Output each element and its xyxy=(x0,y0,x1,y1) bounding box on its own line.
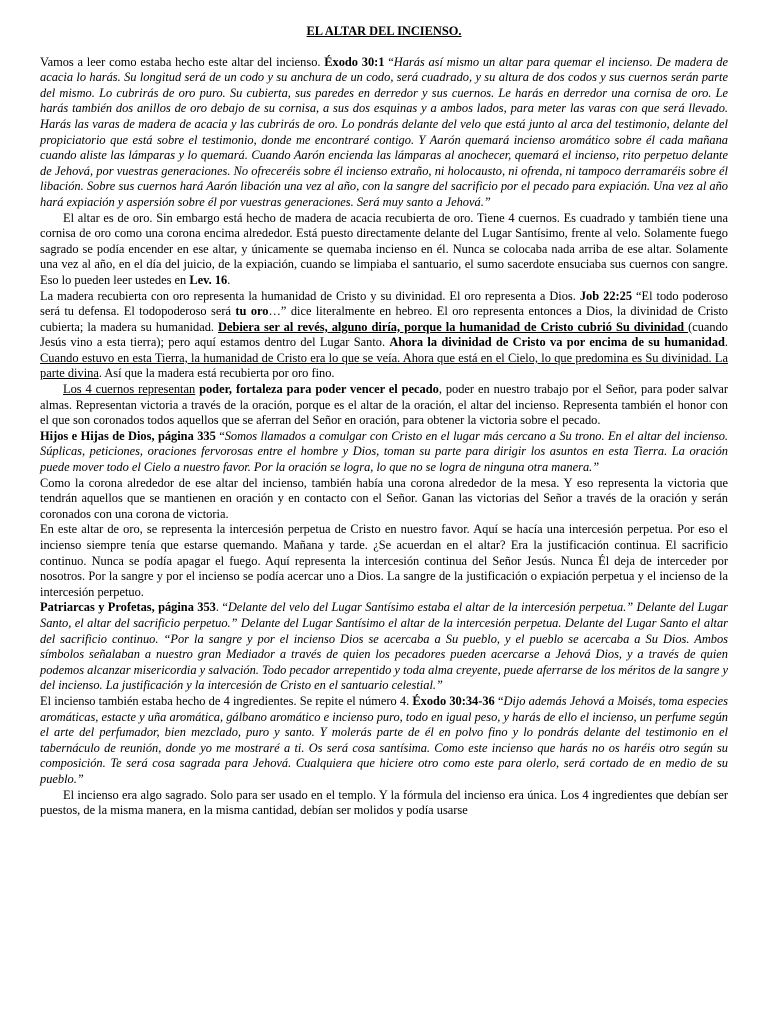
paragraph-5 xyxy=(40,429,728,476)
underlined-text: Los 4 cuernos representan xyxy=(63,382,196,397)
bold-text: Ahora la divinidad de Cristo va por encima de su humanidad xyxy=(389,335,725,350)
quote-open: “ xyxy=(494,693,504,708)
book-reference: Hijos e Hijas de Dios, página 335 xyxy=(40,428,216,443)
text: , poder en nuestro trabajo por el Señor, para poder salvar almas. Representan victoria a través de la oración, porque es el altar de la oración, el altar del incienso. Representa también el honor con el que son coronados todos aquellos que se aferran del Señor en oración, para obtener la victoria sobre el pecado. xyxy=(40,382,728,428)
paragraph-4 xyxy=(40,382,728,429)
bible-reference: Éxodo 30:34-36 xyxy=(412,693,495,708)
quote-close: ” xyxy=(76,771,84,786)
bible-reference: Job 22:25 xyxy=(579,288,633,303)
document-page xyxy=(40,24,728,819)
quoted-text: Harás así mismo un altar para quemar el incienso. De madera de acacia lo harás. Su longitud será de un codo y su anchura de un codo, será cuadrado, y su altura de dos codos y sus cuernos serán parte del mismo. Lo cubrirás de oro puro. Su cubierta, sus paredes en derredor y sus cuernos. Le harás en derredor una cornisa de oro. Le harás también dos anillos de oro debajo de su cornisa, a sus dos esquinas y a ambos lados, para meter las varas con que será llevado. Harás las varas de madera de acacia y las cubrirás de oro. Lo pondrás delante del velo que está junto al arca del testimonio, delante del propiciatorio que está sobre el testimonio, donde me encontraré contigo. Y Aarón quemará incienso aromático sobre él cada mañana cuando aliste las lámparas y lo quemará. Cuando Aarón encienda las lámparas al anochecer, quemará el incienso, rito perpetuo delante de Jehová, por vuestras generaciones. No ofreceréis sobre él incienso extraño, ni holocausto, ni ofrenda, ni tampoco derramaréis sobre él libación. Sobre sus cuernos hará Aarón libación una vez al año, con la sangre del sacrificio por el pecado para expiación. Una vez al año hará expiación y aspersión sobre él por vuestras generaciones. Será muy santo a Jehová. xyxy=(40,54,728,209)
paragraph-9 xyxy=(40,694,728,788)
bold-text: poder, fortaleza para poder vencer el pecado xyxy=(195,382,439,397)
text: …” dice literalmente en hebreo. El oro representa entonces a Dios, la divinidad de Cristo cubierta; la madera su humanidad. xyxy=(40,304,729,334)
paragraph-1 xyxy=(40,55,728,211)
text: “El todo poderoso será tu defensa. El todopoderoso será xyxy=(40,288,728,319)
paragraph-3 xyxy=(40,289,728,383)
underlined-text: Cuando estuvo en esta Tierra, la humanidad de Cristo era lo que se veía. Ahora que está en el Cielo, lo que predomina es Su divinidad. La parte divina xyxy=(40,350,728,381)
text: . xyxy=(724,335,728,350)
text: El incienso también estaba hecho de 4 ingredientes. Se repite el número 4. xyxy=(40,693,413,708)
text: (cuando Jesús vino a esta tierra); pero aquí estamos dentro del Lugar Santo. xyxy=(40,319,728,350)
quote-close: ” xyxy=(592,460,600,475)
text: . “ xyxy=(215,600,228,615)
book-reference: Patriarcas y Profetas, página 353 xyxy=(40,600,216,615)
quote-open: “ xyxy=(215,428,225,443)
paragraph-7: En este altar de oro, se representa la intercesión perpetua de Cristo en nuestro favor. Aquí se hacía una intercesión perpetua. Por eso el incienso siempre tenía que estarse quemando. Mañana y tarde. ¿Se acuerdan en el altar? Era la justificación continua. El sacrificio continuo. Nunca se podía apagar el fuego. Aquí representa la intercesión continua del Señor Jesús. Nunca Él deja de interceder por nosotros. Por la sangre y por el incienso se podía acercar uno a Dios. La sangre de la justificación o expiación perpetua y el incienso de la intercesión perpetuo. xyxy=(40,522,728,599)
document-title: EL ALTAR DEL INCIENSO. xyxy=(306,24,462,38)
quote-close: ” xyxy=(436,678,443,693)
paragraph-6: Como la corona alrededor de ese altar del incienso, también había una corona alrededor de la mesa. Y eso representa la victoria que tendrán aquellos que se mantienen en oración y en contacto con el Señor. Ganan las victorias del Señor a través de la oración y serán coronados con una corona de victoria. xyxy=(40,475,728,521)
quoted-text: Somos llamados a comulgar con Cristo en el lugar más cercano a Su trono. En el altar del incienso. Súplicas, peticiones, oraciones fervorosas entre el hombre y Dios, toman su parte para dirigir los asuntos en esta Tierra. La oración puede mover todo el Cielo a nuestro favor. Por la oración se logra, lo que no se logra de ninguna otra manera. xyxy=(40,428,729,475)
quote-open: “ xyxy=(384,54,394,69)
text-end: . xyxy=(227,272,231,287)
text: . Así que la madera está recubierta por oro fino. xyxy=(98,366,335,381)
bible-reference: Lev. 16 xyxy=(189,272,228,287)
text: Vamos a leer como estaba hecho este altar del incienso. xyxy=(40,54,325,69)
paragraph-8 xyxy=(40,600,728,694)
bold-text: tu oro xyxy=(235,304,269,319)
quoted-text: Delante del velo del Lugar Santísimo estaba el altar de la intercesión perpetua.” Delante del Lugar Santo, el altar del sacrificio perpetuo.” Delante del Lugar Santísimo el altar de la intercesión perpetua. Delante del Lugar Santo el altar del sacrificio continuo. “Por la sangre y por el incienso Dios se acercaba a Su pueblo, y el pueblo se acercaba a Su Dios. Ambos símbolos señalaban a nuestro gran Mediador a través de quien los pecadores pueden acercarse a Jehová Dios, y a través de quien podemos alcanzar misericordia y salvación. Todo pecador arrepentido y toda alma creyente, puede aferrarse de los méritos de la sangre y del incienso. La justificación y la intercesión de Cristo en el santuario celestial. xyxy=(40,600,728,693)
quote-close: ” xyxy=(483,194,491,209)
paragraph-10: El incienso era algo sagrado. Solo para ser usado en el templo. Y la fórmula del incienso era única. Los 4 ingredientes que debían ser puestos, de la misma manera, en la misma cantidad, debían ser molidos y podía usarse xyxy=(40,787,728,818)
bible-reference: Éxodo 30:1 xyxy=(324,54,385,69)
paragraph-2 xyxy=(40,211,728,289)
text: La madera recubierta con oro representa la humanidad de Cristo y su divinidad. El oro representa a Dios. xyxy=(40,288,580,303)
text: El altar es de oro. Sin embargo está hecho de madera de acacia recubierta de oro. Tiene 4 cuernos. Es cuadrado y también tiene una cornisa de oro como una corona encima alrededor. Está puesto directamente delante del Lugar Santísimo, frente al velo. Solamente fuego sagrado se podía encender en ese altar, y únicamente se quemaba incienso en él. Nunca se colocaba nada arriba de ese altar. Solamente una vez al año, en el día del juicio, de la expiación, cuando se limpiaba el santuario, el sumo sacerdote ensuciaba sus cuernos con sangre. Eso lo pueden leer ustedes en xyxy=(40,210,728,287)
underlined-bold-text: Debiera ser al revés, alguno diría, porque la humanidad de Cristo cubrió Su divinidad xyxy=(218,319,689,334)
quoted-text: Dijo además Jehová a Moisés, toma especies aromáticas, estacte y uña aromática, gálbano aromático e incienso puro, todo en igual peso, y harás de ello el incienso, un perfume según el arte del perfumador, bien mezclado, puro y santo. Y molerás parte de él en polvo fino y lo pondrás delante del testimonio en el tabernáculo de reunión, donde yo me mostraré a ti. Os será cosa santísima. Como este incienso que harás no os haréis otro según su composición. Te será cosa sagrada para Jehová. Cualquiera que hiciere otro como este para olerlo, será cortado de en medio de su pueblo. xyxy=(40,693,728,786)
